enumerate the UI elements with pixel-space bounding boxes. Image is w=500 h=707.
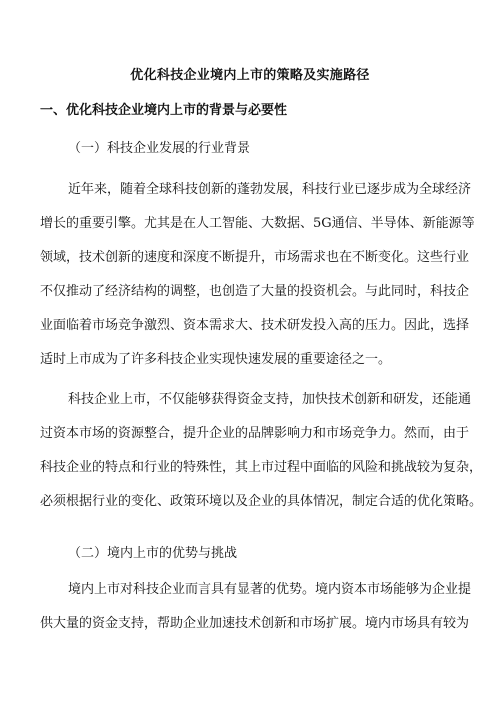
paragraph-line: 必须根据行业的变化、政策环境以及企业的具体情况，制定合适的优化策略。 bbox=[40, 494, 483, 509]
paragraph-line: 科技企业上市，不仅能够获得资金支持，加快技术创新和研发，还能通 bbox=[68, 392, 472, 407]
subsection-heading-2: （二）境内上市的优势与挑战 bbox=[68, 546, 238, 561]
paragraph-line: 领域，技术创新的速度和深度不断提升，市场需求也在不断变化。这些行业 bbox=[40, 250, 470, 265]
section-heading: 一、优化科技企业境内上市的背景与必要性 bbox=[40, 103, 288, 118]
paragraph-line: 过资本市场的资源整合，提升企业的品牌影响力和市场竞争力。然而，由于 bbox=[40, 426, 470, 441]
paragraph-line: 近年来，随着全球科技创新的蓬勃发展，科技行业已逐步成为全球经济 bbox=[68, 182, 472, 197]
document-title: 优化科技企业境内上市的策略及实施路径 bbox=[130, 68, 370, 83]
paragraph-line: 境内上市对科技企业而言具有显著的优势。境内资本市场能够为企业提 bbox=[68, 582, 472, 597]
paragraph-line: 适时上市成为了许多科技企业实现快速发展的重要途径之一。 bbox=[40, 352, 392, 367]
paragraph-line: 科技企业的特点和行业的特殊性，其上市过程中面临的风险和挑战较为复杂， bbox=[40, 460, 483, 475]
paragraph-line: 供大量的资金支持，帮助企业加速技术创新和市场扩展。境内市场具有较为 bbox=[40, 616, 470, 631]
paragraph-line: 增长的重要引擎。尤其是在人工智能、大数据、5G通信、半导体、新能源等 bbox=[40, 216, 475, 231]
paragraph-line: 不仅推动了经济结构的调整，也创造了大量的投资机会。与此同时，科技企 bbox=[40, 284, 470, 299]
paragraph-line: 业面临着市场竞争激烈、资本需求大、技术研发投入高的压力。因此，选择 bbox=[40, 318, 470, 333]
subsection-heading-1: （一）科技企业发展的行业背景 bbox=[68, 141, 251, 156]
